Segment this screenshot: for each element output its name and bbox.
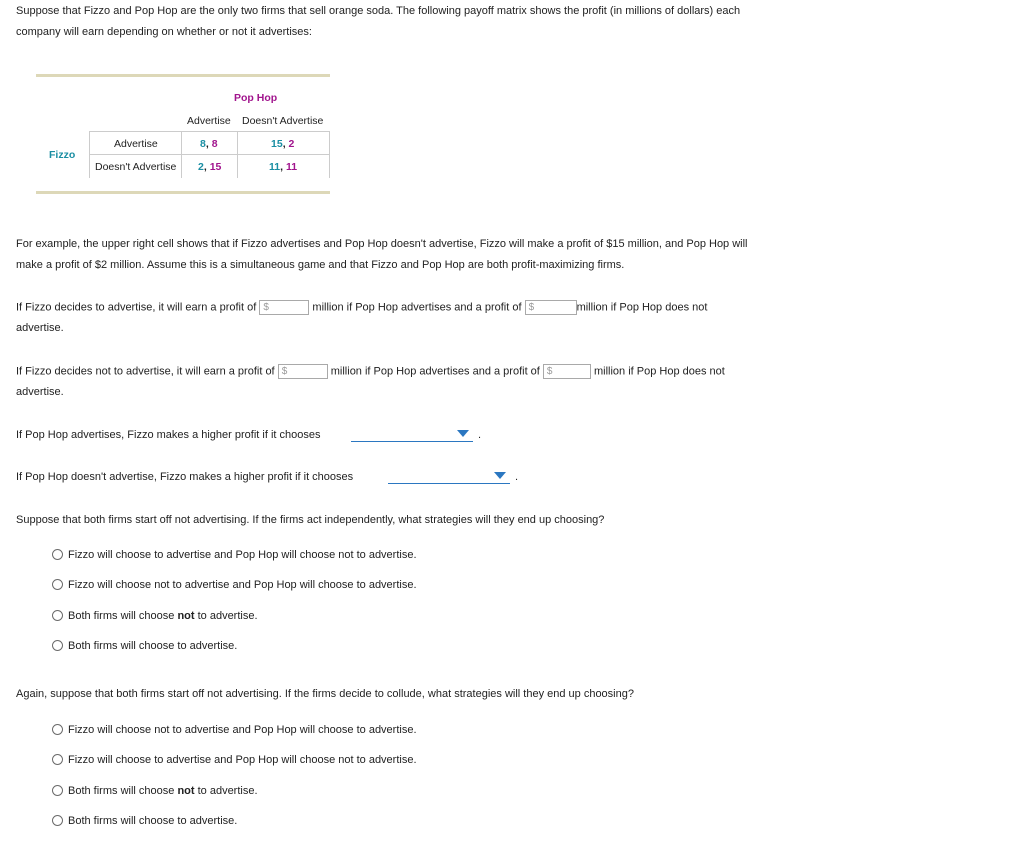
radio-button[interactable] bbox=[52, 724, 63, 735]
payoff-cell-dd: 11, 11 bbox=[269, 161, 298, 173]
radio-button[interactable] bbox=[52, 754, 63, 765]
grid-line bbox=[89, 154, 329, 155]
radio-button[interactable] bbox=[52, 785, 63, 796]
row-player-label: Fizzo bbox=[49, 149, 76, 161]
grid-line bbox=[89, 131, 90, 178]
q3-strategy-dropdown[interactable] bbox=[351, 427, 473, 442]
grid-line bbox=[237, 131, 238, 178]
q5-prompt: Suppose that both firms start off not advertising. If the firms act independently, what strategies will they end up choosing? bbox=[16, 514, 605, 526]
chevron-down-icon bbox=[494, 472, 506, 479]
row-label-advertise: Advertise bbox=[114, 138, 158, 150]
q2-sentence: If Fizzo decides not to advertise, it will earn a profit of $ million if Pop Hop advertises and a profit of $ million if Pop Hop does not bbox=[16, 365, 725, 378]
payoff-cell-ad: 15, 2 bbox=[271, 138, 295, 150]
matrix-top-rule bbox=[36, 74, 330, 77]
grid-line bbox=[181, 131, 182, 178]
example-line-2: make a profit of $2 million. Assume this is a simultaneous game and that Fizzo and Pop Hop are both profit-maximizing firms. bbox=[16, 259, 625, 271]
payoff-cell-da: 2, 15 bbox=[198, 161, 222, 173]
q6-prompt: Again, suppose that both firms start off not advertising. If the firms decide to collude, what strategies will they end up choosing? bbox=[16, 688, 634, 700]
q2-profit-input-not-advertises[interactable]: $ bbox=[543, 364, 591, 379]
radio-button[interactable] bbox=[52, 610, 63, 621]
col-header-doesnt-advertise: Doesn't Advertise bbox=[242, 115, 324, 127]
q2-line-2: advertise. bbox=[16, 386, 64, 398]
q2-profit-input-advertises[interactable]: $ bbox=[278, 364, 328, 379]
col-player-label: Pop Hop bbox=[234, 92, 278, 104]
matrix-bottom-rule bbox=[36, 191, 330, 194]
payoff-cell-aa: 8, 8 bbox=[200, 138, 218, 150]
q4-text: If Pop Hop doesn't advertise, Fizzo makes a higher profit if it chooses bbox=[16, 471, 354, 483]
grid-line bbox=[89, 131, 329, 132]
q3-text: If Pop Hop advertises, Fizzo makes a higher profit if it chooses bbox=[16, 429, 321, 441]
example-line-1: For example, the upper right cell shows that if Fizzo advertises and Pop Hop doesn't advertise, Fizzo will make a profit of $15 million, and Pop Hop will bbox=[16, 238, 748, 250]
col-header-advertise: Advertise bbox=[187, 115, 231, 127]
radio-button[interactable] bbox=[52, 815, 63, 826]
q1-profit-input-not-advertises[interactable]: $ bbox=[525, 300, 577, 315]
q1-profit-input-advertises[interactable]: $ bbox=[259, 300, 309, 315]
intro-line-1: Suppose that Fizzo and Pop Hop are the only two firms that sell orange soda. The following payoff matrix shows the profit (in millions of dollars) each bbox=[16, 5, 741, 17]
radio-button[interactable] bbox=[52, 579, 63, 590]
chevron-down-icon bbox=[457, 430, 469, 437]
q4-end: . bbox=[515, 471, 519, 483]
grid-line bbox=[329, 131, 330, 178]
intro-line-2: company will earn depending on whether or not it advertises: bbox=[16, 26, 312, 38]
radio-button[interactable] bbox=[52, 549, 63, 560]
payoff-matrix bbox=[36, 74, 330, 194]
q4-strategy-dropdown[interactable] bbox=[388, 469, 510, 484]
q1-sentence: If Fizzo decides to advertise, it will earn a profit of $ million if Pop Hop advertises and a profit of $ million if Pop Hop does not bbox=[16, 301, 708, 314]
q3-end: . bbox=[478, 429, 482, 441]
q1-line-2: advertise. bbox=[16, 322, 64, 334]
radio-button[interactable] bbox=[52, 640, 63, 651]
row-label-doesnt-advertise: Doesn't Advertise bbox=[95, 161, 177, 173]
